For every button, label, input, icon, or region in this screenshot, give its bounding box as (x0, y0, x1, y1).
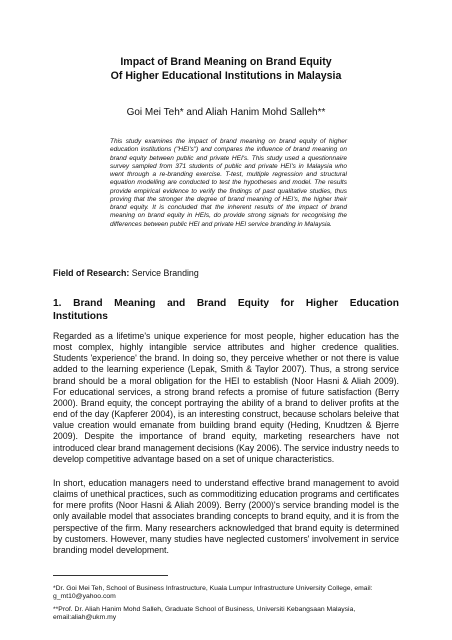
paper-title (60, 55, 392, 83)
title-line-2: Of Higher Educational Institutions in Malaysia (110, 70, 342, 82)
section-title-word: Brand (73, 298, 103, 309)
section-title-word: for (280, 298, 295, 309)
section-heading-line-2: Institutions (53, 311, 108, 322)
section-title-word: Brand (196, 298, 227, 309)
section-title-word: Education (349, 298, 399, 309)
footnote-separator (53, 575, 168, 576)
field-of-research (53, 268, 199, 279)
section-title-word: Meaning (114, 298, 156, 309)
section-title-word: Equity (237, 298, 270, 309)
body-paragraph-2: In short, education managers need to understand effective brand management to avoid claims of unethical practices, such as commoditizing education programs and certificates for mere profits (Noor Hasni & Aliah 2009). Berry (2000)'s service branding model is the only available model that associates branding concepts to brand equity, and it is from the perspective of the firm. Many researchers acknowledged that brand equity is determined by customers. However, many studies have neglected customers' involvement in service branding model development. (53, 478, 399, 555)
section-title-word: Higher (305, 298, 339, 309)
title-line-1: Impact of Brand Meaning on Brand Equity (120, 56, 332, 68)
abstract: This study examines the impact of brand meaning on brand equity of higher education institutions ("HEI's") and compares the influence of brand meaning on brand equity between public and private HEI's. This study used a questionnaire survey sampled from 371 students of public and private HEI's in Malaysia who went through a re-branding exercise. T-test, multiple regression and structural equation modelling are conducted to test the hypotheses and model. The results provide empirical evidence to verify the findings of past qualitative studies, thus proving that the stronger the degree of brand meaning of HEI's, the higher their brand equity. It is concluded that the inherent results of the impact of brand meaning on brand equity in HEIs, do provide strong signals for recognising the differences between public HEI and private HEI service branding in Malaysia. (110, 138, 347, 228)
field-of-research-label: Field of Research: (53, 268, 130, 278)
footnote-2: **Prof. Dr. Aliah Hanim Mohd Salleh, Graduate School of Business, Universiti Kebangsaan Malaysia, email:aliah@ukm.my (53, 606, 356, 622)
author-list: Goi Mei Teh* and Aliah Hanim Mohd Salleh** (126, 107, 326, 118)
body-paragraph-1: Regarded as a lifetime's unique experience for most people, higher education has the most complex, highly intangible service attributes and higher credence qualities. Students 'experience' the brand. In doing so, they perceive whether or not there is value added to the learning experience (Lepak, Smith & Taylor 2007). Thus, a strong service brand should be a moral obligation for the HEI to establish (Noor Hasni & Aliah 2009). For educational services, a strong brand refects a promise of future satisfaction (Berry 2000). Brand equity, the concept portraying the ability of a brand to deliver profits at the end of the day (Kapferer 2004), is an interesting construct, because scholars beleive that value creation would emanate from building brand equity (Heding, Knudtzen & Bjerre 2009). Despite the importance of brand equity, marketing researchers have not introduced clear brand management decisions (Kay 2006). The service industry needs to develop competitive advantage based on a set of unique characteristics. (53, 331, 399, 464)
field-of-research-value: Service Branding (131, 268, 199, 278)
section-heading (53, 297, 399, 323)
section-number: 1. (53, 298, 62, 309)
section-title-word: and (167, 298, 186, 309)
footnote-1: *Dr. Goi Mei Teh, School of Business Infrastructure, Kuala Lumpur Infrastructure University College, email: g_mt10@yahoo.com (53, 585, 373, 601)
section-heading-line-1 (53, 297, 399, 310)
